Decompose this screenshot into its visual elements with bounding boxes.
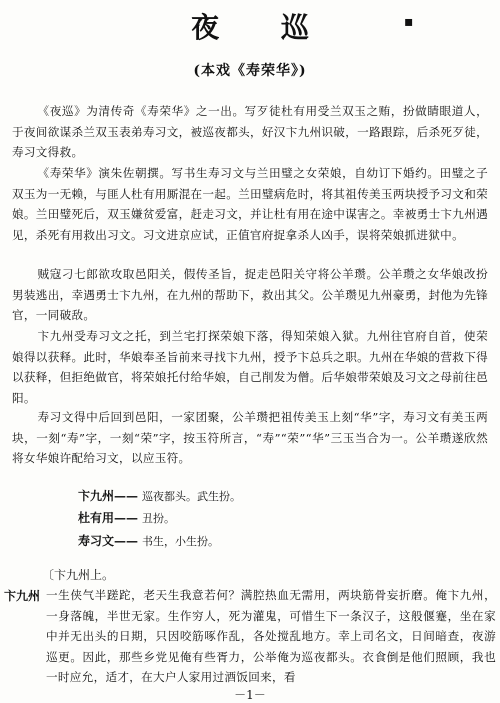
cast-name: 杜有用	[78, 511, 115, 525]
synopsis-paragraph-1: 《寿荣华》演朱佐朝撰。写书生寿习文与兰田璧之女荣娘，自幼订下婚约。田璧之子双玉为一无赖，与匪人杜有用厮混在一起。兰田璧病危时，将其祖传美玉两块授予习文和荣娘。兰田璧死后，双玉嫌贫爱富，赶走习文，并让杜有用在途中谋害之。幸被勇士卞九州遇见，杀死有用救出习文。习文进京应试，正值官府捉拿杀人凶手，误将荣娘抓进狱中。	[12, 166, 488, 242]
cast-entry	[78, 486, 241, 507]
cast-role: 巡夜都头。武生扮。	[142, 490, 242, 503]
page-title: 夜 巡	[191, 11, 335, 44]
cast-role: 丑扮。	[142, 512, 176, 525]
corner-mark: ▪	[404, 14, 414, 30]
cast-dash: ——	[114, 511, 139, 525]
cast-role: 书生，小生扮。	[142, 535, 220, 548]
speaker-label: 卞九州	[4, 589, 41, 603]
cast-dash: ——	[114, 534, 139, 548]
page-subtitle: (本戏《寿荣华》)	[193, 63, 307, 79]
cast-name: 寿习文	[78, 534, 115, 548]
cast-dash: ——	[114, 489, 139, 503]
cast-entry	[78, 531, 219, 552]
intro-paragraph: 《夜巡》为清传奇《寿荣华》之一出。写歹徒杜有用受兰双玉之贿，扮做睛眼道人，于夜间欲谋杀兰双玉表弟寿习文，被巡夜都头，好汉卞九州识破，一路跟踪，后杀死歹徒，寿习文得救。	[12, 104, 488, 159]
cast-entry	[78, 508, 175, 529]
synopsis-paragraph-2: 贼寇刁七郎欲攻取邑阳关，假传圣旨，捉走邑阳关守将公羊瓒。公羊瓒之女华娘改扮男装逃出，幸遇勇士卞九州，在九州的帮助下，救出其父。公羊瓒见九州豪勇，封他为先锋官，一同破敌。	[12, 267, 488, 322]
synopsis-paragraph-4: 寿习文得中后回到邑阳，一家团聚，公羊瓒把祖传美玉上刻“华”字，寿习文有美玉两块，一刻“寿”字，一刻“荣”字，按玉符所言，“寿”“荣”“华”三玉当合为一。公羊瓒遂欣然将女华娘许配给习文，以应玉符。	[12, 410, 488, 465]
stage-direction: 〔卞九州上。	[42, 568, 115, 582]
speech-text: 一生侠气半蹉跎，老天生我意若何？满腔热血无需用，两块筋骨妄折磨。俺卞九州，一身落魄，半世无家。生作穷人，死为灌鬼，可惜生下一条汉子，这般偃蹇，坐在家中并无出头的日期，只因咬筋啄作乱，各处搅乱地方。幸上司名文，日间暗查，夜游巡更。因此，那些乡党见俺有些胥力，公举俺为巡夜都头。衣食倒是他们照顾，我也一时应允，适才，在大户人家用过酒饭回来，看	[46, 588, 496, 684]
synopsis-paragraph-3: 卞九州受寿习文之托，到兰宅打探荣娘下落，得知荣娘入狱。九州往官府自首，使荣娘得以获释。此时，华娘奉圣旨前来寻找卞九州，授予卞总兵之职。九州在华娘的营救下得以获释，但拒绝做官，将荣娘托付给华娘，自己削发为僧。后华娘带荣娘及习文之母前往邑阳。	[12, 329, 488, 405]
cast-name: 卞九州	[78, 489, 115, 503]
page-number: －1－	[234, 688, 266, 702]
